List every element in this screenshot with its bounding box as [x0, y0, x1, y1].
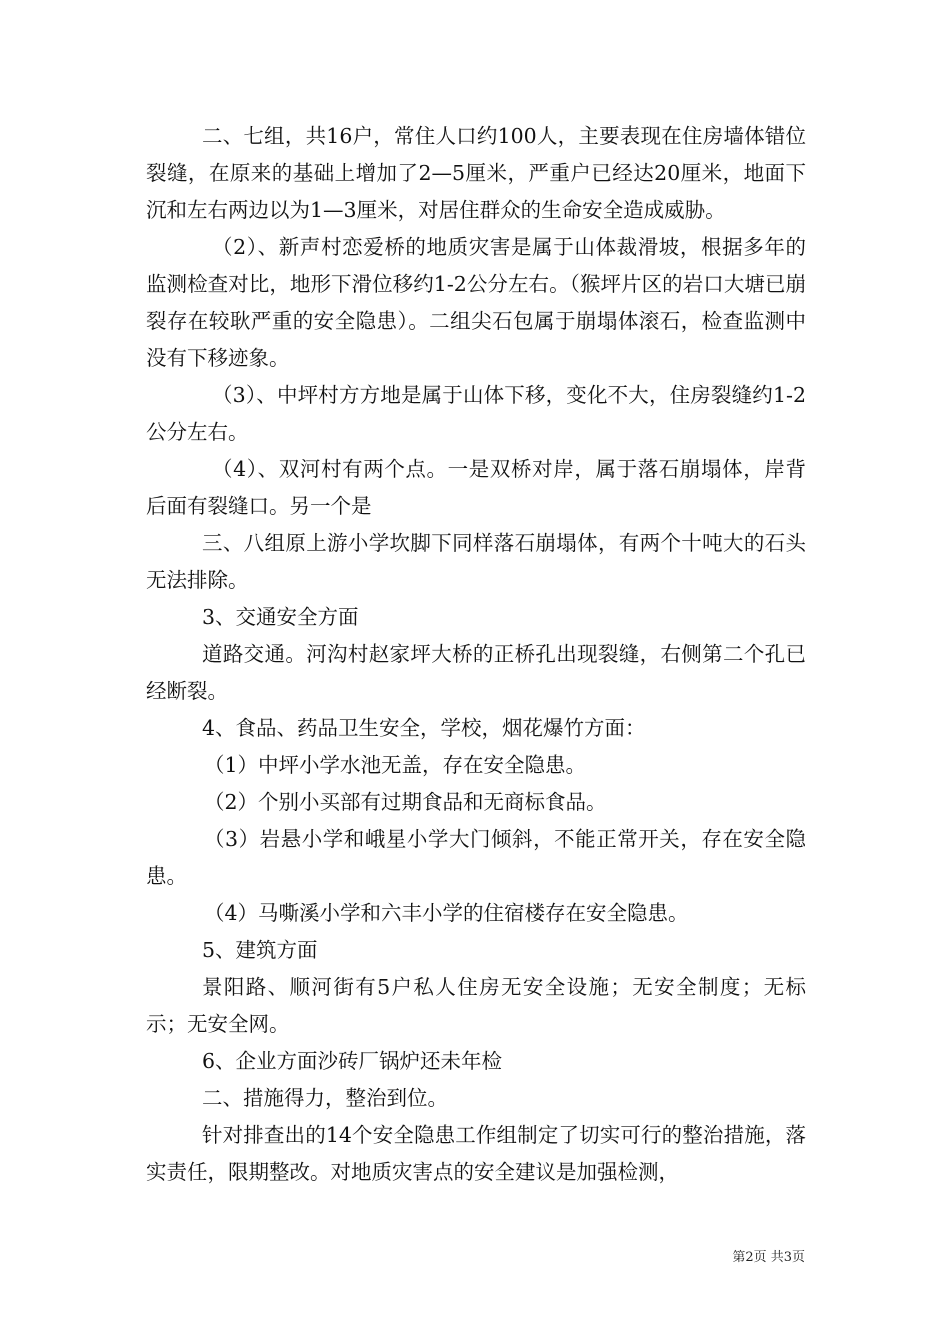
paragraph: （3）、中坪村方方地是属于山体下移，变化不大，住房裂缝约1-2公分左右。 [146, 383, 806, 444]
section-heading: 4、食品、药品卫生安全，学校，烟花爆竹方面： [202, 716, 646, 740]
list-item: （4）马嘶溪小学和六丰小学的住宿楼存在安全隐患。 [204, 901, 689, 925]
section-heading: 5、建筑方面 [202, 938, 318, 962]
section-heading: 3、交通安全方面 [202, 605, 359, 629]
paragraph: 三、八组原上游小学坎脚下同样落石崩塌体，有两个十吨大的石头无法排除。 [146, 531, 806, 592]
list-item: （3）岩悬小学和峨星小学大门倾斜，不能正常开关，存在安全隐患。 [146, 827, 806, 888]
page-number: 第2页 共3页 [732, 1250, 805, 1265]
document-body [146, 118, 806, 1191]
paragraph: （2）、新声村恋爱桥的地质灾害是属于山体裁滑坡，根据多年的监测检查对比，地形下滑位移约1-2公分左右。（猴坪片区的岩口大塘已崩裂存在较耿严重的安全隐患）。二组尖石包属于崩塌体滚石，检查监测中没有下移迹象。 [146, 235, 806, 370]
paragraph: 道路交通。河沟村赵家坪大桥的正桥孔出现裂缝，右侧第二个孔已经断裂。 [146, 642, 806, 703]
paragraph: 针对排查出的14个安全隐患工作组制定了切实可行的整治措施，落实责任，限期整改。对地质灾害点的安全建议是加强检测， [146, 1123, 806, 1184]
list-item: （2）个别小买部有过期食品和无商标食品。 [204, 790, 607, 814]
paragraph: 二、七组，共16户，常住人口约100人，主要表现在住房墙体错位裂缝，在原来的基础上增加了2—5厘米，严重户已经达20厘米，地面下沉和左右两边以为1—3厘米，对居住群众的生命安全造成威胁。 [146, 124, 806, 222]
list-item: （1）中坪小学水池无盖，存在安全隐患。 [204, 753, 587, 777]
section-heading: 6、企业方面沙砖厂锅炉还未年检 [202, 1049, 503, 1073]
paragraph: （4）、双河村有两个点。一是双桥对岸，属于落石崩塌体，岸背后面有裂缝口。另一个是 [146, 457, 806, 518]
section-heading: 二、措施得力，整治到位。 [202, 1086, 448, 1110]
paragraph: 景阳路、顺河街有5户私人住房无安全设施；无安全制度；无标示；无安全网。 [146, 975, 806, 1036]
